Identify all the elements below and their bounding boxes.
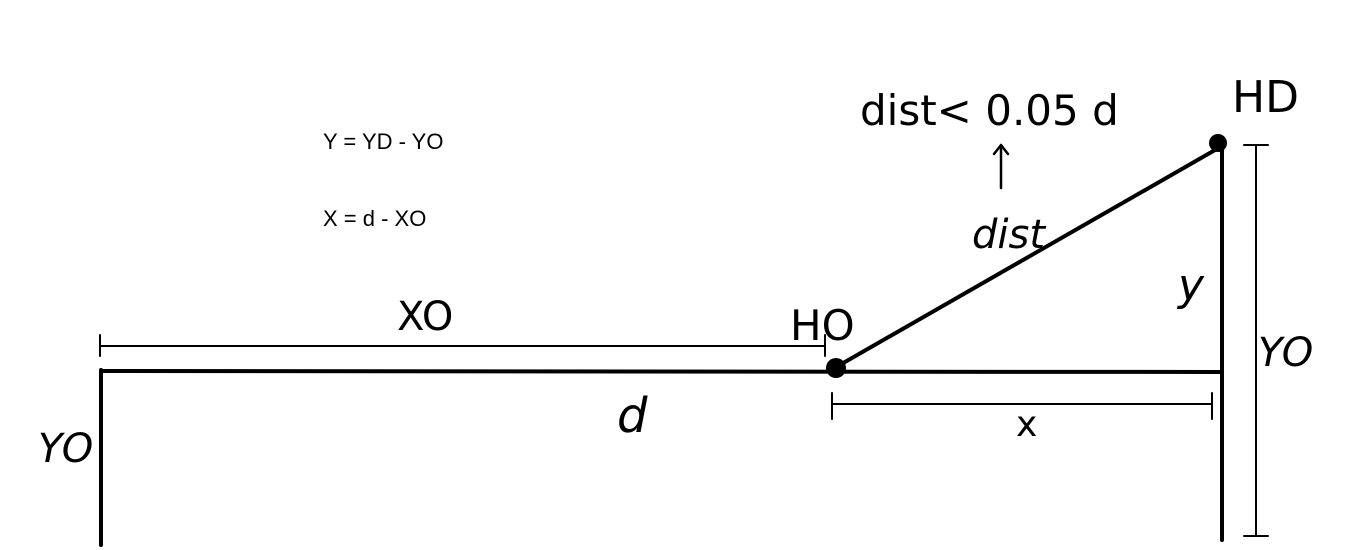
label-condition: dist< 0.05 d (860, 86, 1119, 135)
label-y: y (1178, 260, 1205, 311)
label-dist: dist (972, 212, 1046, 258)
label-yo-left: YO (38, 426, 94, 472)
label-hd: HD (1232, 72, 1299, 123)
formula-x: X = d - XO (323, 206, 427, 231)
label-xo: XO (397, 294, 454, 340)
label-ho: HO (790, 301, 855, 350)
label-d: d (617, 388, 648, 444)
label-yo-right: YO (1258, 330, 1314, 376)
d-baseline (102, 371, 1222, 372)
formula-y: Y = YD - YO (323, 129, 444, 154)
hd-point (1209, 134, 1227, 152)
label-x: x (1016, 404, 1038, 445)
